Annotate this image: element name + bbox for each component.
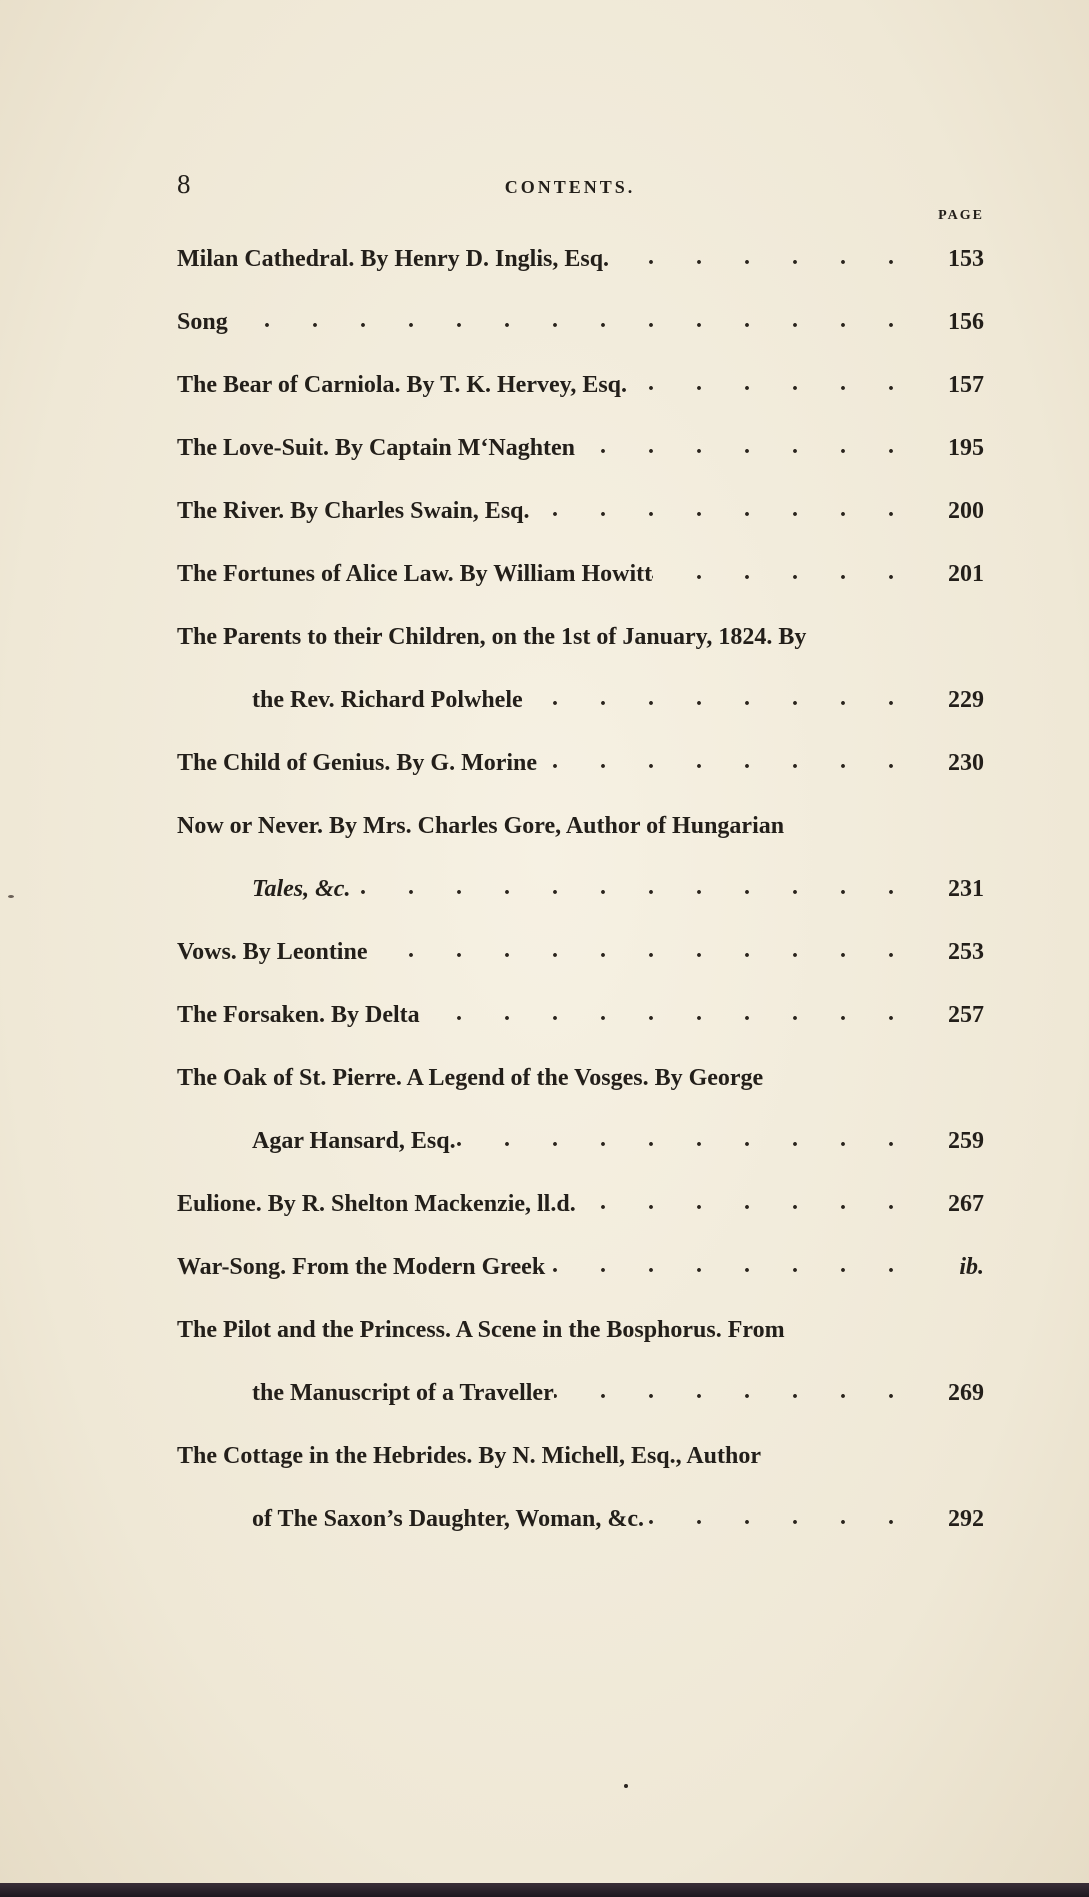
toc-entry-bear-of-carniola (177, 359, 984, 399)
toc-entry-title: The River. By Charles Swain, Esq. (177, 498, 530, 524)
toc-entry-title-continued: the Rev. Richard Polwhele (252, 687, 523, 713)
toc-entry-fortunes-of-alice-law (177, 548, 984, 588)
toc-entry-title: Milan Cathedral. By Henry D. Inglis, Esq. (177, 246, 610, 272)
toc-entry-now-or-never-line-1 (177, 800, 984, 840)
toc-entry-the-forsaken (177, 989, 984, 1029)
dot-leader (644, 1504, 912, 1531)
toc-entry-page: 200 (948, 498, 984, 524)
toc-entry-title: The Love-Suit. By Captain M‘Naghten (177, 435, 576, 461)
toc-entry-page: 156 (948, 309, 984, 335)
dot-leader (367, 937, 912, 964)
toc-entry-page: 292 (948, 1506, 984, 1532)
toc-entry-page: 195 (948, 435, 984, 461)
page-column-label: PAGE (938, 208, 984, 223)
toc-entry-the-river (177, 485, 984, 525)
running-head: CONTENTS. (504, 177, 636, 197)
toc-entry-title-continued: Tales, &c. (252, 876, 351, 902)
toc-entry-title-continued: of The Saxon’s Daughter, Woman, &c. (252, 1506, 645, 1532)
toc-entry-cottage-in-hebrides-line-2 (252, 1493, 984, 1533)
toc-entry-page: 257 (948, 1002, 984, 1028)
toc-entry-title: The Child of Genius. By G. Morine (177, 750, 538, 776)
toc-entry-now-or-never-line-2 (252, 863, 984, 903)
toc-entry-parents-line-2 (252, 674, 984, 714)
toc-entry-title: The Oak of St. Pierre. A Legend of the Vosges. By George (177, 1065, 764, 1091)
toc-entry-title: Song (177, 309, 228, 335)
toc-entry-title-continued: Agar Hansard, Esq. (252, 1128, 456, 1154)
dot-leader (609, 244, 912, 271)
dot-leader (228, 307, 912, 334)
toc-entry-page: 269 (948, 1380, 984, 1406)
toc-entry-title: The Cottage in the Hebrides. By N. Michell, Esq., Author (177, 1443, 762, 1469)
toc-entry-eulione (177, 1178, 984, 1218)
toc-entry-song (177, 296, 984, 336)
toc-entry-title: The Fortunes of Alice Law. By William Howitt (177, 561, 653, 587)
dot-leader (554, 1378, 912, 1405)
toc-entry-title: Vows. By Leontine (177, 939, 368, 965)
toc-entry-love-suit (177, 422, 984, 462)
dot-leader (456, 1126, 912, 1153)
toc-entry-page: 267 (948, 1191, 984, 1217)
toc-entry-page: 153 (948, 246, 984, 272)
toc-entry-page: ib. (959, 1254, 984, 1280)
toc-entry-title: The Bear of Carniola. By T. K. Hervey, Esq. (177, 372, 628, 398)
toc-entry-vows (177, 926, 984, 966)
toc-entry-page: 229 (948, 687, 984, 713)
dot-leader (627, 370, 912, 397)
toc-entry-title: The Forsaken. By Delta (177, 1002, 420, 1028)
ink-speck (624, 1784, 628, 1788)
toc-entry-child-of-genius (177, 737, 984, 777)
toc-entry-title: War-Song. From the Modern Greek (177, 1254, 546, 1280)
toc-entry-page: 230 (948, 750, 984, 776)
toc-entry-pilot-and-princess-line-1 (177, 1304, 984, 1344)
dot-leader (652, 559, 912, 586)
toc-entry-title: Eulione. By R. Shelton Mackenzie, ll.d. (177, 1191, 576, 1217)
dot-leader (530, 496, 913, 523)
scan-bottom-edge (0, 1883, 1089, 1897)
toc-entry-title-continued: the Manuscript of a Traveller (252, 1380, 554, 1406)
toc-entry-page: 157 (948, 372, 984, 398)
dot-leader (350, 874, 912, 901)
dot-leader (537, 748, 912, 775)
dot-leader (575, 433, 912, 460)
toc-entry-page: 253 (948, 939, 984, 965)
toc-entry-title: The Pilot and the Princess. A Scene in the Bosphorus. From (177, 1317, 785, 1343)
dot-leader (545, 1252, 912, 1279)
page-number: 8 (177, 169, 191, 199)
toc-entry-title: The Parents to their Children, on the 1st of January, 1824. By (177, 624, 807, 650)
toc-entry-cottage-in-hebrides-line-1 (177, 1430, 984, 1470)
toc-entry-page: 231 (948, 876, 984, 902)
toc-entry-page: 201 (948, 561, 984, 587)
toc-entry-page: 259 (948, 1128, 984, 1154)
dot-leader (420, 1000, 912, 1027)
toc-entry-milan-cathedral (177, 233, 984, 273)
toc-entry-parents-line-1 (177, 611, 984, 651)
toc-entry-pilot-and-princess-line-2 (252, 1367, 984, 1407)
dot-leader (523, 685, 912, 712)
toc-entry-oak-of-st-pierre-line-1 (177, 1052, 984, 1092)
ink-speck (8, 895, 14, 898)
toc-entry-title: Now or Never. By Mrs. Charles Gore, Author of Hungarian (177, 813, 785, 839)
toc-entry-war-song (177, 1241, 984, 1281)
toc-entry-oak-of-st-pierre-line-2 (252, 1115, 984, 1155)
dot-leader (576, 1189, 912, 1216)
